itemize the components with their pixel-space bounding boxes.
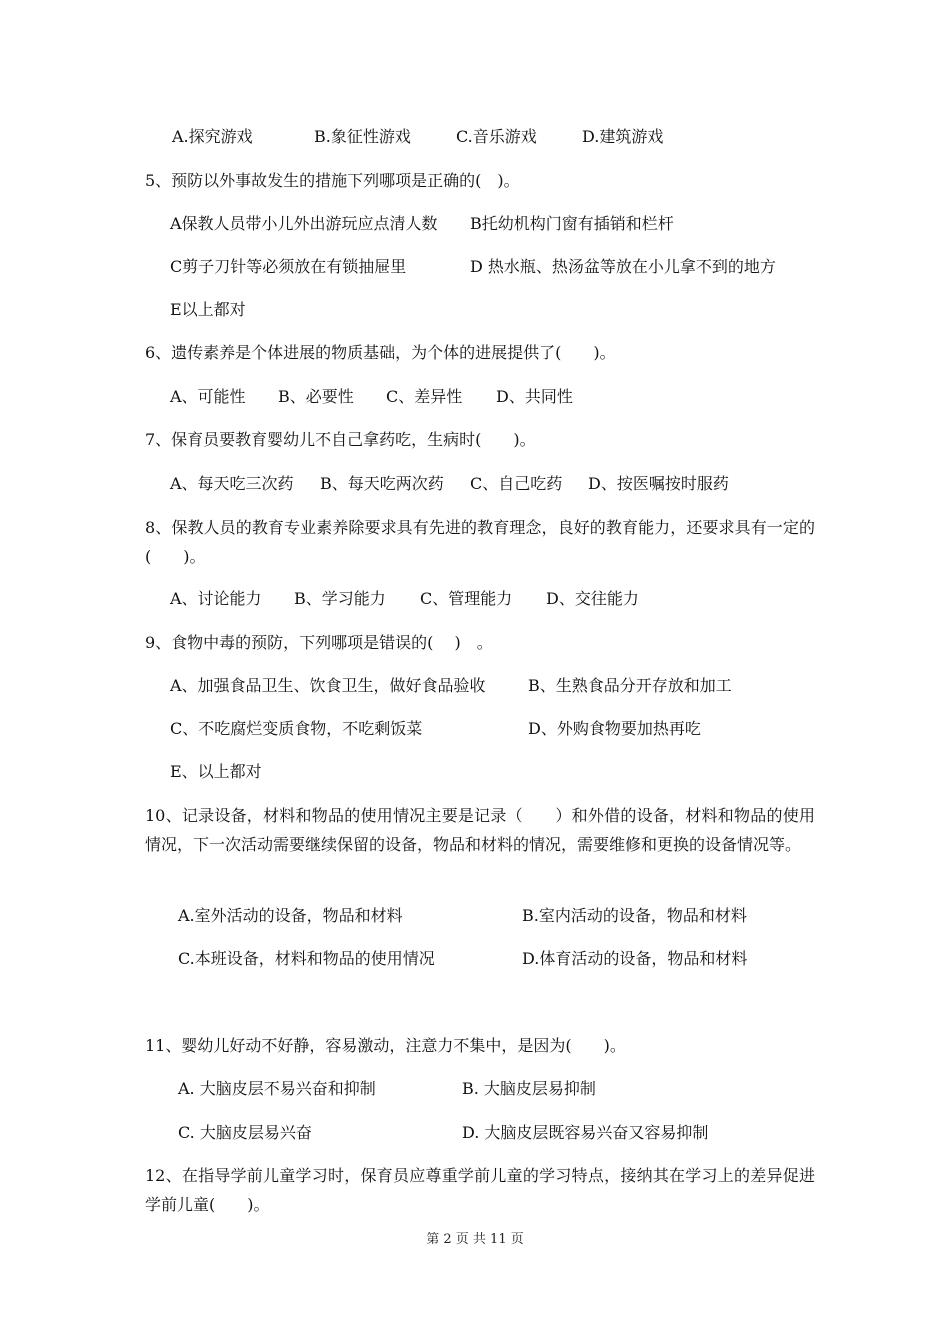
- question-12-stem: 12、在指导学前儿童学习时，保育员应尊重学前儿童的学习特点，接纳其在学习上的差异促进学前儿童( )。: [145, 1166, 815, 1214]
- q11-option-b: B. 大脑皮层易抑制: [462, 1079, 596, 1098]
- q4-option-a: A.探究游戏: [172, 127, 253, 146]
- q7-option-a: A、每天吃三次药: [170, 474, 294, 493]
- q6-option-c: C、差异性: [386, 387, 463, 406]
- q5-option-a: A保教人员带小儿外出游玩应点清人数: [170, 214, 438, 233]
- q10-option-b: B.室内活动的设备，物品和材料: [522, 906, 747, 925]
- q5-option-d: D 热水瓶、热汤盆等放在小儿拿不到的地方: [470, 257, 776, 276]
- q6-option-d: D、共同性: [496, 387, 573, 406]
- q4-option-d: D.建筑游戏: [582, 127, 664, 146]
- q4-option-b: B.象征性游戏: [314, 127, 411, 146]
- question-5-stem: 5、预防以外事故发生的措施下列哪项是正确的( )。: [145, 171, 520, 190]
- question-6-stem: 6、遗传素养是个体进展的物质基础，为个体的进展提供了( )。: [145, 343, 616, 362]
- q8-option-d: D、交往能力: [546, 589, 639, 608]
- q9-option-b: B、生熟食品分开存放和加工: [528, 676, 732, 695]
- q11-option-d: D. 大脑皮层既容易兴奋又容易抑制: [462, 1123, 709, 1142]
- q10-option-a: A.室外活动的设备，物品和材料: [178, 906, 403, 925]
- question-11-stem: 11、婴幼儿好动不好静，容易激动，注意力不集中，是因为( )。: [145, 1036, 626, 1055]
- q10-option-c: C.本班设备，材料和物品的使用情况: [178, 949, 435, 968]
- q8-option-b: B、学习能力: [294, 589, 386, 608]
- q11-option-a: A. 大脑皮层不易兴奋和抑制: [178, 1079, 376, 1098]
- question-9-stem: 9、食物中毒的预防，下列哪项是错误的( ) 。: [145, 633, 493, 652]
- page-footer: 第 2 页 共 11 页: [426, 1232, 524, 1247]
- q9-option-d: D、外购食物要加热再吃: [528, 719, 701, 738]
- q5-option-b: B托幼机构门窗有插销和栏杆: [470, 214, 674, 233]
- q9-option-e: E、以上都对: [170, 762, 262, 781]
- q5-option-c: C剪子刀针等必须放在有锁抽屉里: [170, 257, 407, 276]
- q8-option-a: A、讨论能力: [170, 589, 262, 608]
- q5-option-e: E以上都对: [170, 300, 246, 319]
- q9-option-a: A、加强食品卫生、饮食卫生，做好食品验收: [170, 676, 486, 695]
- question-10-stem: 10、记录设备，材料和物品的使用情况主要是记录（ ）和外借的设备，材料和物品的使用情况，下一次活动需要继续保留的设备，物品和材料的情况，需要维修和更换的设备情况等。: [145, 806, 815, 854]
- q4-option-c: C.音乐游戏: [456, 127, 537, 146]
- question-7-stem: 7、保育员要教育婴幼儿不自己拿药吃，生病时( )。: [145, 430, 536, 449]
- q8-option-c: C、管理能力: [420, 589, 513, 608]
- q6-option-a: A、可能性: [170, 387, 246, 406]
- q7-option-c: C、自己吃药: [470, 474, 563, 493]
- q10-option-d: D.体育活动的设备，物品和材料: [522, 949, 748, 968]
- q7-option-d: D、按医嘱按时服药: [588, 474, 729, 493]
- q9-option-c: C、不吃腐烂变质食物，不吃剩饭菜: [170, 719, 423, 738]
- question-8-stem: 8、保教人员的教育专业素养除要求具有先进的教育理念，良好的教育能力，还要求具有一定的( )。: [145, 518, 815, 566]
- q11-option-c: C. 大脑皮层易兴奋: [178, 1123, 312, 1142]
- q7-option-b: B、每天吃两次药: [320, 474, 444, 493]
- q6-option-b: B、必要性: [278, 387, 354, 406]
